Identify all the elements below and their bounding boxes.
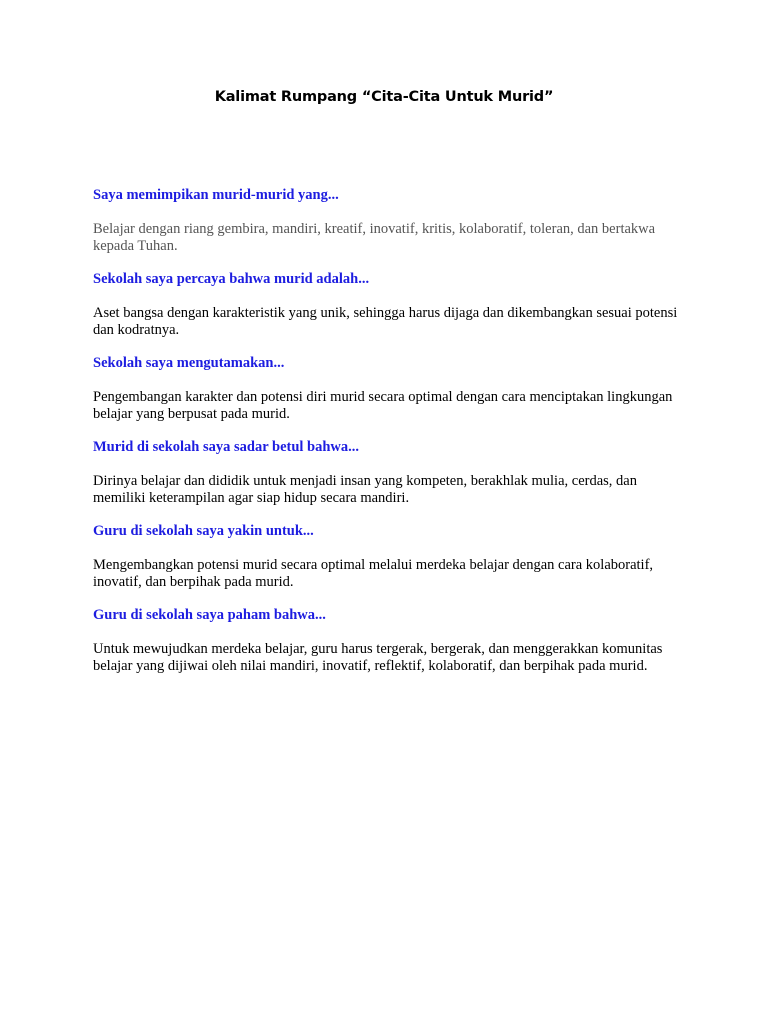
question-2: Sekolah saya percaya bahwa murid adalah... bbox=[93, 271, 370, 287]
question-1: Saya memimpikan murid-murid yang... bbox=[93, 187, 339, 203]
answer-6: Untuk mewujudkan merdeka belajar, guru harus tergerak, bergerak, dan menggerakkan komunitas belajar yang dijiwai oleh nilai mandiri, inovatif, reflektif, kolaboratif, dan berpihak pada murid. bbox=[93, 641, 663, 674]
question-6: Guru di sekolah saya paham bahwa... bbox=[93, 607, 326, 623]
answer-4: Dirinya belajar dan dididik untuk menjadi insan yang kompeten, berakhlak mulia, cerdas, dan memiliki keterampilan agar siap hidup secara mandiri. bbox=[93, 473, 637, 506]
document-body bbox=[93, 186, 683, 690]
answer-5: Mengembangkan potensi murid secara optimal melalui merdeka belajar dengan cara kolaboratif, inovatif, dan berpihak pada murid. bbox=[93, 557, 654, 590]
answer-1: Belajar dengan riang gembira, mandiri, kreatif, inovatif, kritis, kolaboratif, toleran, dan bertakwa kepada Tuhan. bbox=[93, 221, 656, 254]
question-3: Sekolah saya mengutamakan... bbox=[93, 355, 285, 371]
answer-3: Pengembangan karakter dan potensi diri murid secara optimal dengan cara menciptakan lingkungan belajar yang berpusat pada murid. bbox=[93, 389, 673, 422]
page-title: Kalimat Rumpang “Cita-Cita Untuk Murid” bbox=[214, 89, 554, 105]
answer-2: Aset bangsa dengan karakteristik yang unik, sehingga harus dijaga dan dikembangkan sesuai potensi dan kodratnya. bbox=[93, 305, 678, 338]
question-5: Guru di sekolah saya yakin untuk... bbox=[93, 523, 314, 539]
question-4: Murid di sekolah saya sadar betul bahwa... bbox=[93, 439, 360, 455]
